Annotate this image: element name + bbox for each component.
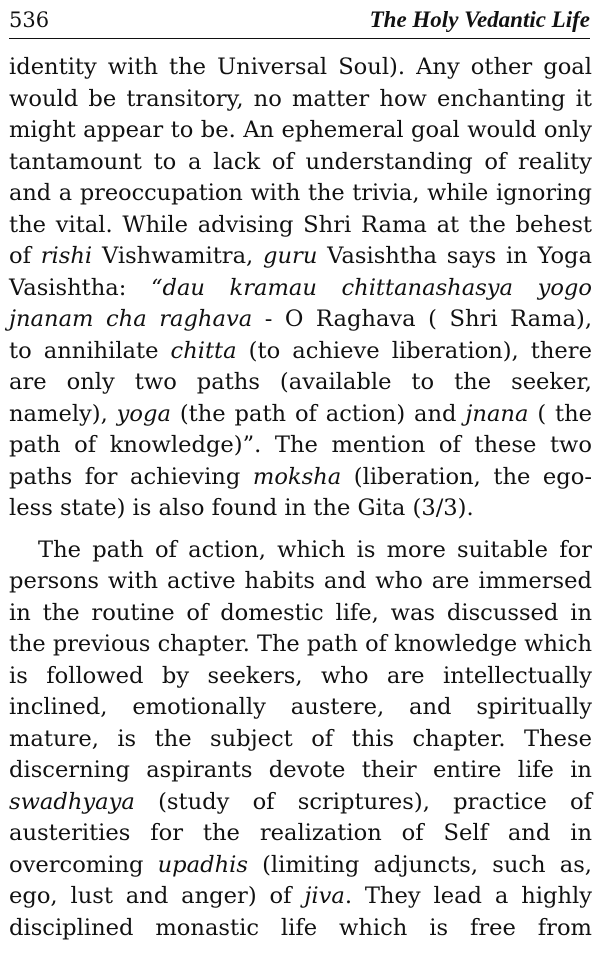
text-line: austerities for the realization of Self and in [9,820,592,846]
italic-term: chitta [170,337,237,364]
text-line: The path of action, which is more suitable for [38,536,592,563]
text-line: would be transitory, no matter how enchanting it [9,85,592,112]
body-text [9,52,592,944]
text-line [9,273,592,305]
text-line [9,399,592,431]
text-line [9,850,592,882]
text-line: is followed by seekers, who are intellectually [9,662,592,689]
text-line: less state) is also found in the Gita (3/3). [9,495,474,521]
text-run: ( the [528,400,592,427]
text-line: path of knowledge)”. The mention of these two [9,432,592,458]
text-run: (to achieve liberation), there [236,337,592,364]
text-line [9,304,592,336]
italic-term: yoga [116,400,171,427]
text-line: persons with active habits and who are immersed [9,568,592,594]
italic-term: jiva [304,883,345,909]
text-line: are only two paths (available to the seeker, [9,369,592,395]
text-line: the previous chapter. The path of knowledge which [9,631,592,657]
text-run: (the path of action) and [170,400,466,427]
paragraph-1 [9,52,592,525]
text-run: to annihilate [9,337,171,364]
italic-quote: “dau kramau chittanashasya yogo [150,274,593,301]
paragraph-2 [9,535,592,945]
italic-term: jnana [465,400,529,427]
text-line: might appear to be. An ephemeral goal would only [9,117,592,143]
text-line [9,787,592,819]
text-line [9,881,592,913]
text-run: Vasishtha says in Yoga [317,243,592,269]
text-run: - O Raghava ( Shri Rama), [252,306,592,332]
text-run: . They lead a highly [344,883,593,909]
text-line: the vital. While advising Shri Rama at the behest [9,211,592,238]
text-run: (study of scriptures), practice of [134,788,592,815]
text-line: discerning aspirants devote their entire life in [9,757,592,783]
italic-term: guru [263,243,318,269]
text-line: and a preoccupation with the trivia, while ignoring [9,180,592,206]
text-line: disciplined monastic life which is free from [9,914,592,941]
text-line [9,336,592,368]
header-rule [9,38,590,39]
text-run: namely), [9,400,117,427]
italic-term: rishi [40,243,93,269]
italic-term: upadhis [157,851,248,878]
text-run: (liberation, the ego- [341,463,592,490]
text-run: overcoming [9,851,158,878]
italic-term: swadhyaya [9,788,135,815]
text-run: of [9,243,41,269]
running-header [9,6,590,34]
text-run: ego, lust and anger) of [9,883,305,909]
page-number: 536 [9,8,50,32]
text-run: paths for achieving [9,463,253,490]
text-line: mature, is the subject of this chapter. These [9,725,592,752]
text-line: in the routine of domestic life, was discussed in [9,599,592,626]
italic-quote: jnanam cha raghava [9,306,253,332]
text-line [9,462,592,494]
text-line [9,241,592,273]
text-line: inclined, emotionally austere, and spiritually [9,694,592,720]
text-run: Vasishtha: [9,274,151,301]
text-line: tantamount to a lack of understanding of reality [9,148,592,175]
italic-term: moksha [252,463,342,490]
running-title: The Holy Vedantic Life [369,7,590,32]
text-line: identity with the Universal Soul). Any other goal [9,54,592,80]
text-run: (limiting adjuncts, such as, [247,851,592,878]
text-run: Vishwamitra, [92,243,264,269]
